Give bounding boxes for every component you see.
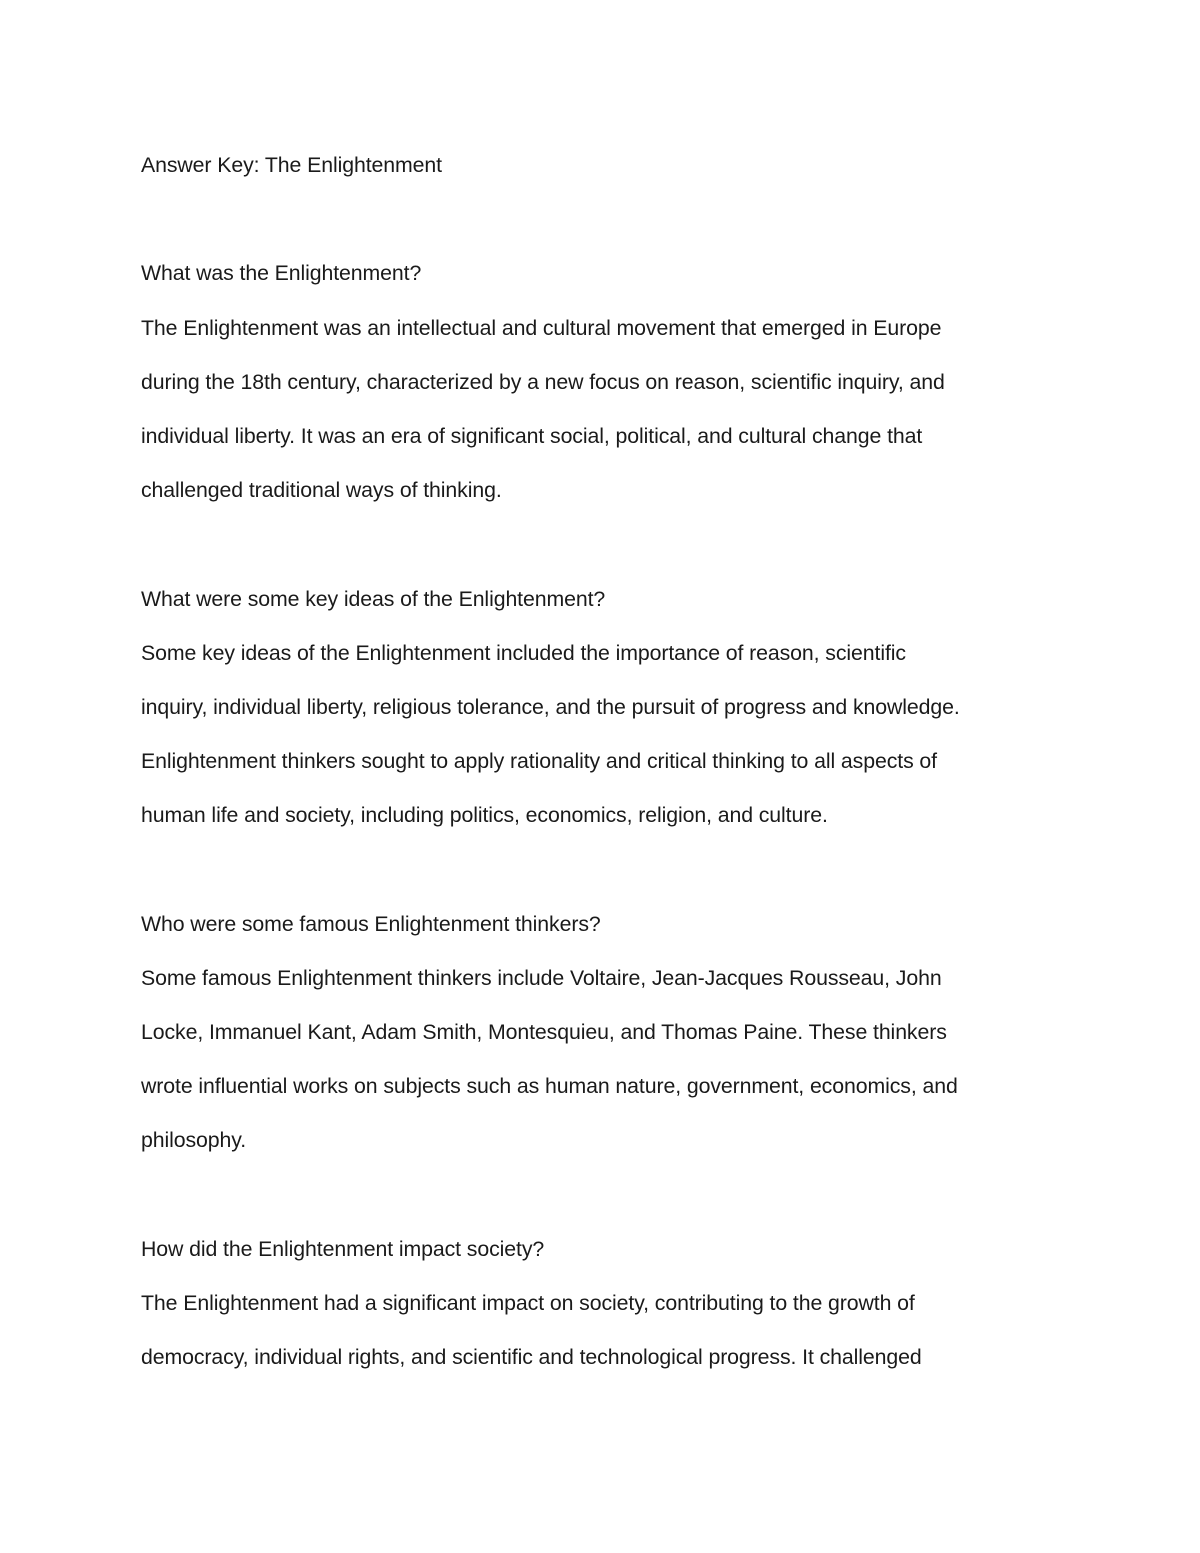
answer-line: individual liberty. It was an era of significant social, political, and cultural change that bbox=[141, 423, 923, 448]
question-heading: What were some key ideas of the Enlightenment? bbox=[141, 586, 606, 611]
document-body bbox=[141, 138, 1071, 1384]
spacer bbox=[141, 192, 1071, 246]
answer-line: human life and society, including politics, economics, religion, and culture. bbox=[141, 803, 828, 828]
answer-line: The Enlightenment was an intellectual and cultural movement that emerged in Europe bbox=[141, 315, 942, 340]
spacer bbox=[141, 842, 1071, 896]
question-heading: How did the Enlightenment impact society? bbox=[141, 1236, 545, 1261]
document-title: Answer Key: The Enlightenment bbox=[141, 153, 442, 177]
question-heading: Who were some famous Enlightenment thinkers? bbox=[141, 911, 601, 936]
spacer bbox=[141, 1168, 1071, 1222]
answer-line: democracy, individual rights, and scientific and technological progress. It challenged bbox=[141, 1345, 922, 1370]
spacer bbox=[141, 517, 1071, 571]
answer-line: Locke, Immanuel Kant, Adam Smith, Montesquieu, and Thomas Paine. These thinkers bbox=[141, 1020, 947, 1044]
answer-line: challenged traditional ways of thinking. bbox=[141, 478, 502, 503]
answer-line: wrote influential works on subjects such as human nature, government, economics, and bbox=[141, 1074, 958, 1099]
answer-line: inquiry, individual liberty, religious tolerance, and the pursuit of progress and knowledge. bbox=[141, 694, 960, 719]
answer-line: during the 18th century, characterized by a new focus on reason, scientific inquiry, and bbox=[141, 369, 945, 394]
answer-line: The Enlightenment had a significant impact on society, contributing to the growth of bbox=[141, 1290, 915, 1315]
answer-line: philosophy. bbox=[141, 1128, 247, 1153]
question-heading: What was the Enlightenment? bbox=[141, 261, 422, 286]
answer-line: Some key ideas of the Enlightenment included the importance of reason, scientific bbox=[141, 640, 906, 665]
answer-line: Some famous Enlightenment thinkers include Voltaire, Jean-Jacques Rousseau, John bbox=[141, 965, 942, 990]
answer-line: Enlightenment thinkers sought to apply rationality and critical thinking to all aspects of bbox=[141, 749, 937, 774]
